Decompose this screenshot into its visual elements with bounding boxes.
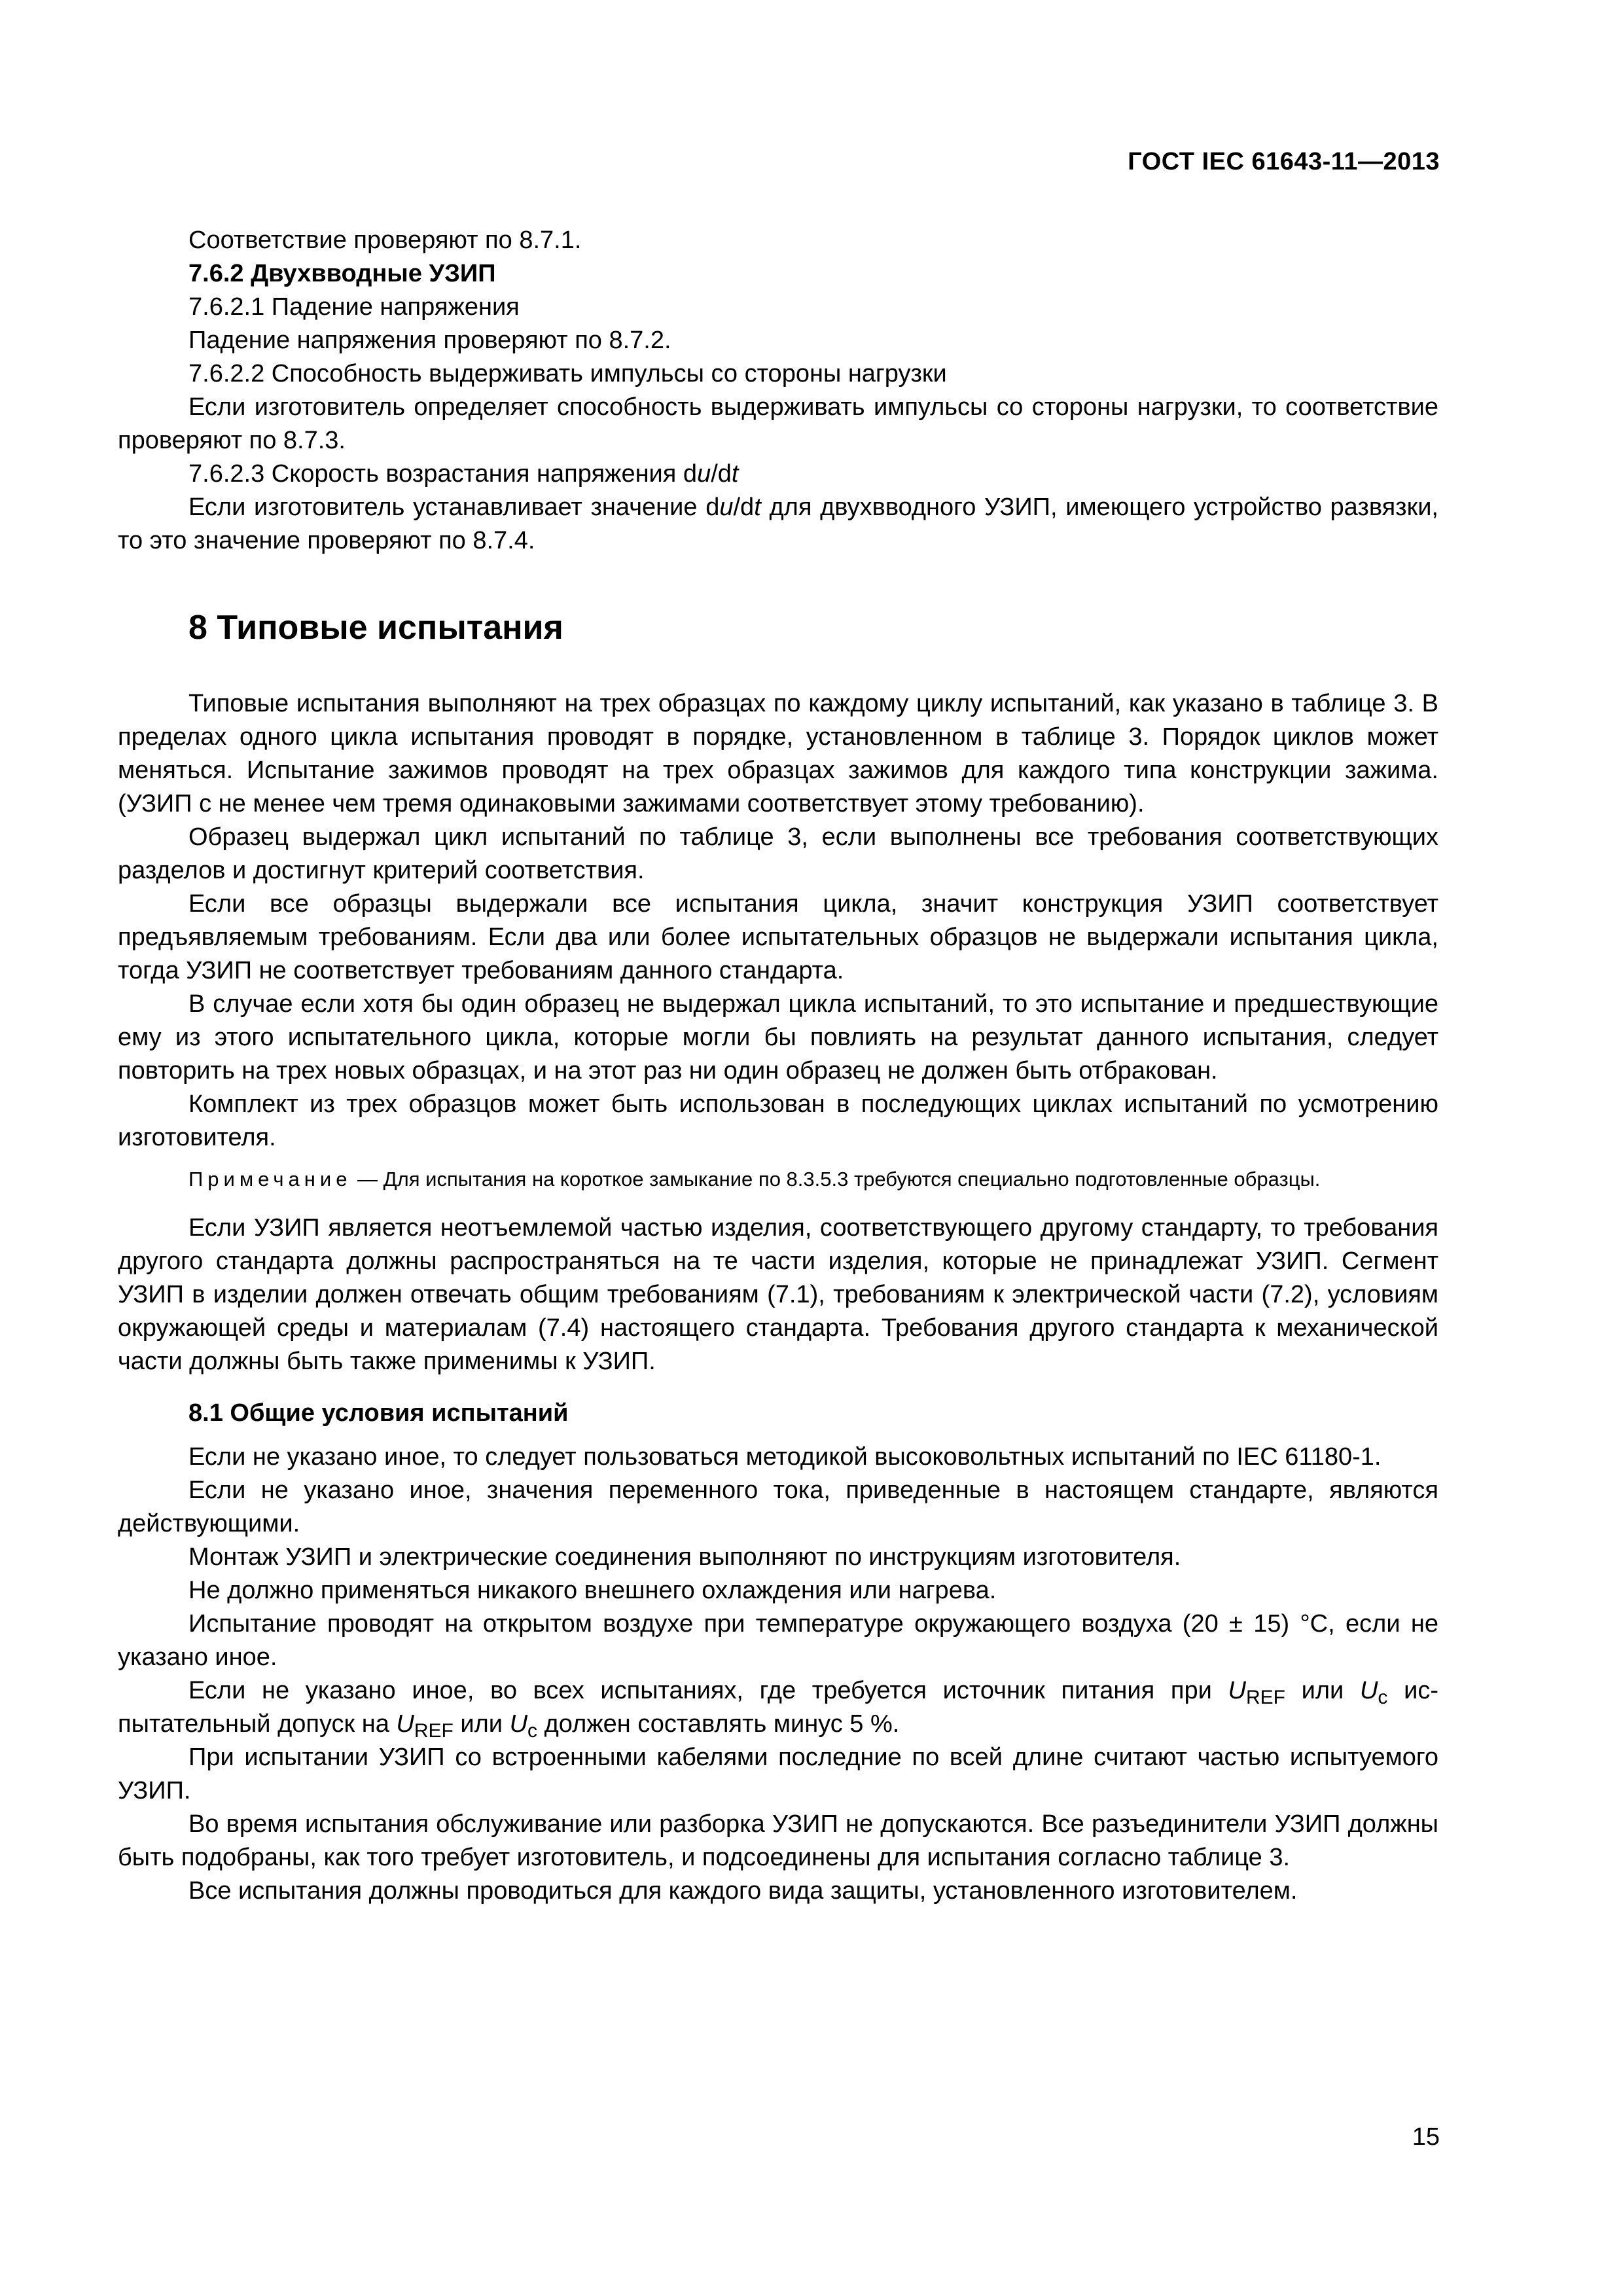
subscript-c: c — [1378, 1687, 1388, 1708]
note-label: Примечание — [188, 1168, 352, 1191]
heading-8-1: 8.1 Общие условия испытаний — [188, 1399, 569, 1427]
paragraph-7-6-2-1: Падение напряжения проверяют по 8.7.2. — [188, 327, 671, 354]
variable-u: U — [509, 1710, 528, 1738]
variable-u: u — [719, 493, 734, 521]
text-part: Если изготовитель устанавливает значение d — [188, 493, 720, 521]
heading-7-6-2: 7.6.2 Двухвводные УЗИП — [188, 260, 496, 287]
paragraph-conformity-871: Соответствие проверяют по 8.7.1. — [188, 226, 582, 254]
variable-t: t — [754, 493, 761, 521]
text-part: Если не указано иное, во всех испытаниях, где требуется источник питания при — [188, 1677, 1228, 1704]
paragraph-7-6-2-2: Если изготовитель определяет способность выдерживать импульсы со стороны нагрузки, то соответствие проверяют по 8.7.3. — [118, 393, 1438, 454]
variable-u: U — [396, 1710, 414, 1738]
paragraph-8-1-4: Не должно применяться никакого внешнего охлаждения или нагрева. — [188, 1577, 997, 1604]
paragraph-8-4: В случае если хотя бы один образец не выдержал цикла испытаний, то это испытание и предшествующие ему из этого испытательного цикла, которые могли бы повлиять на результат данного испытания, следует повторить на трех новых образцах, и на этот раз ни один образец не должен быть отбракован. — [118, 990, 1438, 1085]
subheading-7-6-2-2: 7.6.2.2 Способность выдерживать импульсы со стороны нагрузки — [188, 360, 947, 387]
paragraph-8-1-2: Если не указано иное, значения переменного тока, приведенные в настоящем стандарте, являются действующими. — [118, 1477, 1438, 1537]
note-text: — Для испытания на короткое замыкание по 8.3.5.3 требуются специально подготовленные образцы. — [351, 1168, 1321, 1191]
paragraph-8-6: Если УЗИП является неотъемлемой частью изделия, соответствующего другому стандарту, то требования другого стандарта должны распространяться на те части изделия, которые не принадлежат УЗИП. Сегмент УЗИП в изделии должен отвечать общим требованиям (7.1), требованиям к электрической части (7.2), условиям окружающей среды и материалам (7.4) настоящего стандарта. Требования другого стандарта к механической части должны быть также применимы к УЗИП. — [118, 1214, 1438, 1375]
subscript-ref: REF — [1245, 1687, 1285, 1708]
slash-d: /d — [711, 460, 732, 488]
text-part: для двухвводного УЗИП, имеющего устройство развязки, то это значение проверяют по 8.7.4. — [118, 493, 1438, 554]
text-part: должен составлять минус 5 %. — [537, 1710, 900, 1738]
text-part: или — [453, 1710, 510, 1738]
subscript-ref: REF — [414, 1720, 454, 1742]
paragraph-8-1-9: Все испытания должны проводиться для каждого вида защиты, установленного изготовителем. — [188, 1877, 1298, 1905]
slash-d: /d — [733, 493, 755, 521]
paragraph-8-1-3: Монтаж УЗИП и электрические соединения выполняют по инструкциям изготовителя. — [188, 1543, 1181, 1571]
paragraph-8-1: Типовые испытания выполняют на трех образцах по каждому циклу испытаний, как указано в таблице 3. В пределах одного цикла испытания проводят в порядке, установленном в таблице 3. Порядок циклов может меняться. Испытание зажимов проводят на трех образцах зажимов для каждого типа конструкции зажима. (УЗИП с не менее чем тремя одинаковыми зажимами соответствует этому требованию). — [118, 690, 1438, 817]
paragraph-7-6-2-3 — [118, 491, 1438, 558]
page-number: 15 — [1412, 2123, 1440, 2151]
subscript-c: c — [527, 1720, 538, 1742]
variable-t: t — [731, 460, 739, 488]
section-heading-8: 8 Типовые испытания — [188, 609, 563, 647]
paragraph-8-1-6 — [118, 1674, 1438, 1741]
subheading-7-6-2-3 — [118, 457, 1438, 491]
paragraph-8-2: Образец выдержал цикл испытаний по таблице 3, если выполнены все требования соответствующих разделов и достигнут критерий соответствия. — [118, 823, 1438, 884]
note — [118, 1165, 1438, 1193]
variable-u: U — [1228, 1677, 1246, 1704]
subheading-7-6-2-1: 7.6.2.1 Падение напряжения — [188, 293, 520, 321]
variable-u: U — [1359, 1677, 1378, 1704]
paragraph-8-3: Если все образцы выдержали все испытания цикла, значит конструкция УЗИП соответствует предъявляемым требованиям. Если два или более испытательных образцов не выдержали испытания цикла, тогда УЗИП не соответствует требованиям данного стандарта. — [118, 890, 1438, 984]
text-part: или — [1285, 1677, 1360, 1704]
subheading-text: 7.6.2.3 Скорость возрастания напряжения d — [188, 460, 698, 488]
variable-u: u — [697, 460, 711, 488]
page-content — [118, 224, 1438, 1908]
paragraph-8-1-5: Испытание проводят на открытом воздухе при температуре окружающего воздуха (20 ± 15) °С, если не указано иное. — [118, 1610, 1438, 1671]
document-id-header: ГОСТ IEC 61643-11—2013 — [1128, 148, 1440, 175]
paragraph-8-1-7: При испытании УЗИП со встроенными кабелями последние по всей длине считают частью испытуемого УЗИП. — [118, 1744, 1438, 1804]
text-part: испытательный допуск на — [118, 1677, 1438, 1738]
paragraph-8-5: Комплект из трех образцов может быть использован в последующих циклах испытаний по усмотрению изготовителя. — [118, 1090, 1438, 1151]
paragraph-8-1-1: Если не указано иное, то следует пользоваться методикой высоковольтных испытаний по IEC 61180-1. — [188, 1443, 1382, 1471]
paragraph-8-1-8: Во время испытания обслуживание или разборка УЗИП не допускаются. Все разъединители УЗИП должны быть подобраны, как того требует изготовитель, и подсоединены для испытания согласно таблице 3. — [118, 1810, 1438, 1871]
